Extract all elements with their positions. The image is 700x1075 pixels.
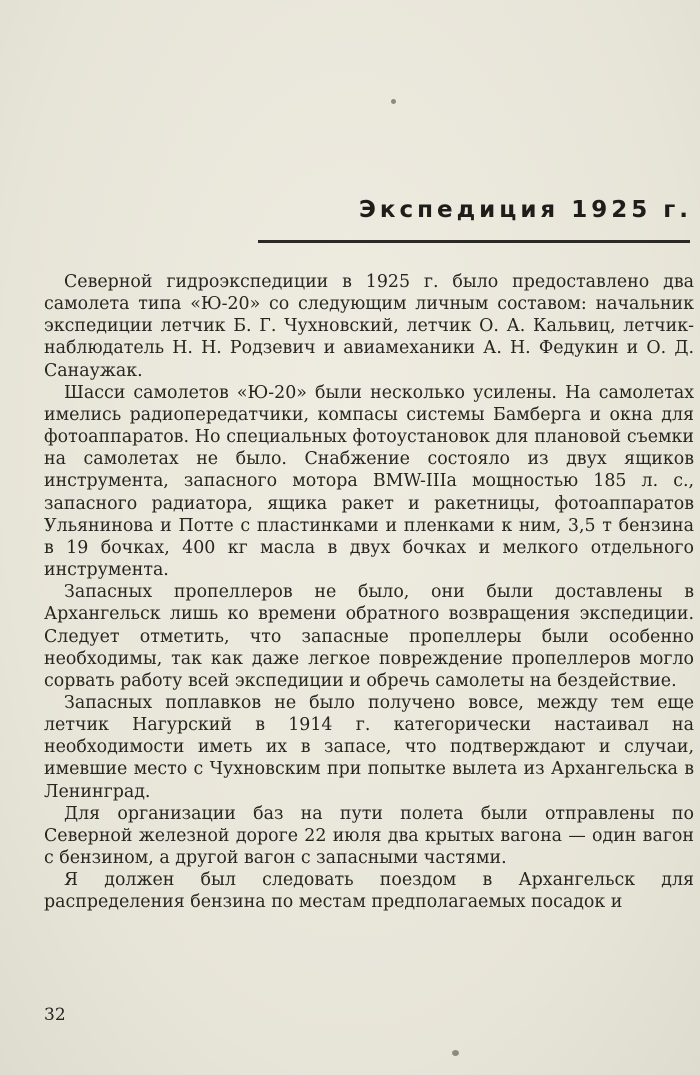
page-number: 32	[44, 1005, 66, 1025]
body-text	[44, 271, 694, 914]
paragraph: Шасси самолетов «Ю-20» были несколько усилены. На самолетах имелись радиопередатчики, компасы системы Бамберга и окна для фотоаппаратов. Но специальных фотоустановок для плановой съемки на самолетах не было. Снабжение состояло из двух ящиков инструмента, запасного мотора BMW-IIIa мощностью 185 л. с., запасного радиатора, ящика ракет и ракетницы, фотоаппаратов Ульянинова и Потте с пластинками и пленками к ним, 3,5 т бензина в 19 бочках, 400 кг масла в двух бочках и мелкого отдельного инструмента.	[44, 382, 694, 581]
paragraph: Запасных пропеллеров не было, они были доставлены в Архангельск лишь ко времени обратного возвращения экспедиции. Следует отметить, что запасные пропеллеры были особенно необходимы, так как даже легкое повреждение пропеллеров могло сорвать работу всей экспедиции и обречь самолеты на бездействие.	[44, 582, 694, 691]
chapter-heading: Экспедиция 1925 г.	[358, 197, 692, 223]
ink-speck	[452, 1050, 459, 1056]
paragraph: Для организации баз на пути полета были отправлены по Северной железной дороге 22 июля два крытых вагона — один вагон с бензином, а другой вагон с запасными частями.	[44, 803, 694, 869]
paragraph: Запасных поплавков не было получено вовсе, между тем еще летчик Нагурский в 1914 г. категорически настаивал на необходимости иметь их в запасе, что подтверждают и случаи, имевшие место с Чухновским при попытке вылета из Архангельска в Ленинград.	[44, 692, 694, 802]
paragraph: Северной гидроэкспедиции в 1925 г. было предоставлено два самолета типа «Ю-20» со следующим личным составом: начальник экспедиции летчик Б. Г. Чухновский, летчик О. А. Кальвиц, летчик-наблюдатель Н. Н. Родзевич и авиамеханики А. Н. Федукин и О. Д. Санаужак.	[44, 272, 694, 381]
heading-underline	[258, 240, 690, 243]
ink-speck	[391, 99, 396, 104]
paragraph: Я должен был следовать поездом в Архангельск для распределения бензина по местам предполагаемых посадок и	[44, 870, 694, 913]
